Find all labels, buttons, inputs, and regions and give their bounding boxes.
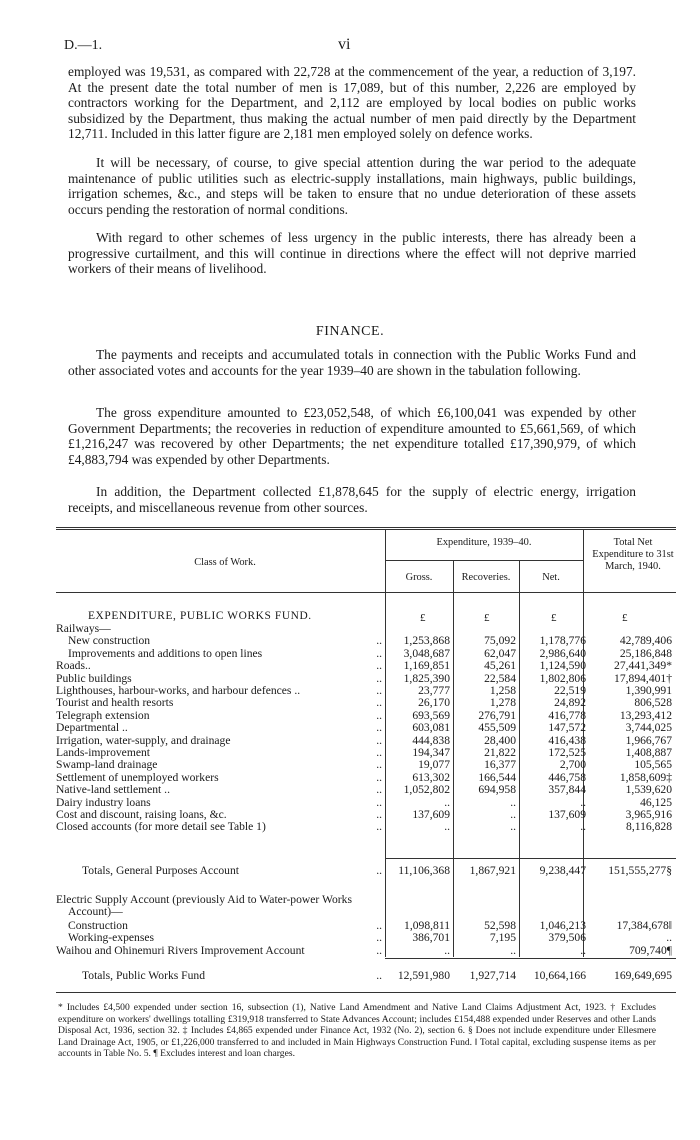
- recoveries-cell: 7,195: [489, 931, 516, 945]
- leader-dots: ..: [376, 770, 382, 784]
- expenditure-header: Expenditure, 1939–40.: [436, 537, 532, 548]
- total-cell: 46,125: [640, 795, 672, 809]
- gross-cell: 3,048,687: [403, 646, 450, 660]
- leader-dots: ..: [376, 721, 382, 735]
- recoveries-cell: 45,261: [484, 659, 516, 673]
- leader-dots: ..: [376, 708, 382, 722]
- paragraph-gross-expenditure: The gross expenditure amounted to £23,052,548, of which £6,100,041 was expended by other Government Departments; the recoveries in reduction of expenditure amounted to £5,661,569, of which £1,216,247 was recovered by other Departments; the net expenditure totalled £17,390,979, of which £4,883,794 was expended by other Departments.: [68, 405, 636, 467]
- leader-dots: ..: [376, 746, 382, 759]
- page-number: vi: [338, 36, 351, 53]
- table-row: [56, 865, 676, 877]
- net-cell: 379,506: [548, 931, 586, 945]
- gross-cell: ..: [444, 820, 450, 834]
- leader-dots: ..: [376, 659, 382, 673]
- total-cell: 806,528: [634, 696, 672, 710]
- net-header: Net.: [542, 572, 560, 583]
- gross-cell: 444,838: [412, 733, 450, 747]
- total-cell: 17,384,678‖: [616, 919, 672, 932]
- row-label: Departmental ..: [56, 721, 128, 735]
- gross-header: Gross.: [405, 572, 433, 583]
- total-cell: 8,116,828: [626, 820, 672, 834]
- total-cell: 151,555,277§: [608, 864, 672, 877]
- class-of-work-header: Class of Work.: [194, 557, 256, 568]
- table-row: [56, 772, 676, 784]
- total-cell: 1,390,991: [625, 684, 672, 697]
- total-cell: 1,539,620: [625, 783, 672, 797]
- net-cell: 147,572: [548, 721, 586, 735]
- table-row: [56, 710, 676, 722]
- gross-cell: 12,591,980: [397, 969, 450, 982]
- table-row: [56, 932, 676, 944]
- table-row: [56, 623, 676, 635]
- row-label: Lighthouses, harbour-works, and harbour defences ..: [56, 684, 301, 697]
- row-label: New construction: [68, 634, 151, 648]
- electric-heading-line1: Electric Supply Account (previously Aid to Water-power Works: [56, 893, 352, 906]
- table-top-rule: [56, 527, 676, 528]
- row-label: Closed accounts (for more detail see Table 1): [56, 820, 266, 834]
- recoveries-cell: 1,258: [489, 684, 516, 697]
- row-label: Totals, General Purposes Account: [82, 864, 239, 877]
- row-label: Lands-improvement: [56, 746, 151, 759]
- row-label: Dairy industry loans: [56, 795, 151, 809]
- net-cell: 172,525: [548, 746, 586, 759]
- gross-cell: 603,081: [412, 721, 450, 735]
- recoveries-cell: 1,927,714: [469, 969, 516, 982]
- recoveries-cell: 1,278: [489, 696, 516, 710]
- gross-cell: 1,169,851: [403, 659, 450, 673]
- recoveries-cell: 28,400: [484, 733, 516, 747]
- recoveries-cell: 166,544: [478, 770, 516, 784]
- net-cell: 1,178,776: [539, 634, 586, 648]
- net-cell: ..: [580, 943, 586, 957]
- net-cell: 137,609: [548, 808, 586, 821]
- leader-dots: ..: [376, 634, 382, 648]
- gross-cell: 26,170: [418, 696, 450, 710]
- recoveries-cell: 455,509: [478, 721, 516, 735]
- total-cell: 1,966,767: [625, 733, 672, 747]
- leader-dots: ..: [376, 783, 382, 797]
- net-cell: 357,844: [548, 783, 586, 797]
- row-label: Tourist and health resorts: [56, 696, 174, 710]
- row-label: Swamp-land drainage: [56, 758, 158, 772]
- table-row: [56, 797, 676, 809]
- total-cell: 27,441,349*: [614, 659, 672, 673]
- table-row: [56, 648, 676, 660]
- table-row: [56, 747, 676, 759]
- net-cell: 416,778: [548, 708, 586, 722]
- currency-recoveries: £: [484, 612, 490, 624]
- currency-net: £: [551, 612, 557, 624]
- paragraph-maintenance: It will be necessary, of course, to give special attention during the war period to the adequate maintenance of public utilities such as electric-supply installations, main highways, public buildings, irrigation schemes, &c., and steps will be taken to ensure that no undue deterioration of these assets occurs pending the restoration of normal conditions.: [68, 155, 636, 217]
- leader-dots: ..: [376, 696, 382, 710]
- leader-dots: ..: [376, 795, 382, 809]
- net-cell: 2,986,640: [539, 646, 586, 660]
- table-row: [56, 673, 676, 685]
- expenditure-subheader-rule: [385, 560, 583, 561]
- finance-heading: FINANCE.: [315, 324, 385, 339]
- gross-cell: 194,347: [412, 746, 450, 759]
- row-label: Cost and discount, raising loans, &c.: [56, 808, 227, 821]
- paragraph-revenue: In addition, the Department collected £1,878,645 for the supply of electric energy, irrigation receipts, and miscellaneous revenue from other sources.: [68, 484, 636, 515]
- gross-cell: 613,302: [412, 770, 450, 784]
- recoveries-cell: ..: [510, 795, 516, 809]
- electric-heading-line2: Account)—: [68, 905, 123, 918]
- table-row: [56, 784, 676, 796]
- total-cell: 13,293,412: [619, 708, 672, 722]
- recoveries-cell: 276,791: [478, 708, 516, 722]
- gross-cell: 23,777: [418, 684, 450, 697]
- gross-cell: 11,106,368: [398, 864, 450, 877]
- total-cell: ..: [666, 931, 672, 945]
- row-label: Improvements and additions to open lines: [68, 646, 263, 660]
- net-cell: 10,664,166: [533, 969, 586, 982]
- recoveries-cell: 21,822: [484, 746, 516, 759]
- leader-dots: ..: [376, 684, 382, 697]
- row-label: Settlement of unemployed workers: [56, 770, 219, 784]
- net-cell: 416,438: [548, 733, 586, 747]
- net-cell: 1,124,590: [539, 659, 586, 673]
- table-row: [56, 660, 676, 672]
- net-cell: 446,758: [548, 770, 586, 784]
- gross-cell: 1,253,868: [403, 634, 450, 648]
- row-label: Roads..: [56, 659, 91, 673]
- document-code: D.—1.: [64, 38, 103, 53]
- recoveries-cell: 22,584: [484, 671, 516, 685]
- row-label: Railways—: [56, 622, 111, 635]
- row-label: Irrigation, water-supply, and drainage: [56, 733, 231, 747]
- leader-dots: ..: [376, 864, 382, 877]
- total-cell: 3,965,916: [625, 808, 672, 821]
- total-cell: 1,858,609‡: [619, 770, 672, 784]
- recoveries-cell: ..: [510, 808, 516, 821]
- table-row: [56, 809, 676, 821]
- net-cell: 22,519: [554, 684, 586, 697]
- electric-account-heading: [56, 894, 676, 906]
- currency-gross: £: [420, 612, 426, 624]
- total-cell: 1,408,887: [625, 746, 672, 759]
- row-label: Working-expenses: [68, 931, 154, 945]
- net-cell: 9,238,447: [539, 864, 586, 877]
- table-row: [56, 821, 676, 833]
- subtotal-rule: [385, 858, 676, 859]
- leader-dots: ..: [376, 820, 382, 834]
- net-cell: ..: [580, 820, 586, 834]
- paragraph-curtailment: With regard to other schemes of less urgency in the public interests, there has already been a progressive curtailment, and this will continue in directions where the effect will not deprive married workers of their means of livelihood.: [68, 230, 636, 277]
- total-cell: 169,649,695: [614, 969, 672, 982]
- net-cell: 24,892: [554, 696, 586, 710]
- recoveries-cell: 62,047: [484, 646, 516, 660]
- footnotes: * Includes £4,500 expended under section 16, subsection (1), Native Land Amendment and Native Land Claims Adjustment Act, 1923. † Excludes expenditure on workers' dwellings totalling £319,918 transferred to State Advances Account; includes £154,488 expended under Reserves and other Lands Disposal Act, 1936, section 32. ‡ Includes £4,865 expended under Finance Act, 1932 (No. 2), section 6. § Does not include expenditure under Ellesmere Land Drainage Act, 1905, or £1,226,000 transferred to and included in Main Highways Construction Fund. ‖ Total capital, excluding suspense items as per accounts in Table No. 5. ¶ Excludes interest and loan charges.: [58, 1002, 656, 1060]
- table-bottom-rule: [56, 992, 676, 993]
- leader-dots: ..: [376, 733, 382, 747]
- table-row: [56, 945, 676, 957]
- total-cell: 42,789,406: [619, 634, 672, 648]
- table-row: [56, 635, 676, 647]
- recoveries-header: Recoveries.: [461, 572, 511, 583]
- gross-cell: 1,052,802: [403, 783, 450, 797]
- table-row: [56, 697, 676, 709]
- gross-cell: 1,825,390: [403, 671, 450, 685]
- leader-dots: ..: [376, 919, 382, 932]
- net-cell: 1,802,806: [539, 671, 586, 685]
- leader-dots: ..: [376, 931, 382, 945]
- section-heading: EXPENDITURE, PUBLIC WORKS FUND.: [88, 610, 312, 622]
- table-row: [56, 970, 676, 982]
- net-cell: 1,046,213: [539, 919, 586, 932]
- recoveries-cell: 1,867,921: [469, 864, 516, 877]
- row-label: Totals, Public Works Fund: [82, 969, 206, 982]
- leader-dots: ..: [376, 671, 382, 685]
- recoveries-cell: 52,598: [484, 919, 516, 932]
- table-row: [56, 759, 676, 771]
- recoveries-cell: 75,092: [484, 634, 516, 648]
- total-cell: 105,565: [634, 758, 672, 772]
- gross-cell: 19,077: [418, 758, 450, 772]
- table-row: [56, 920, 676, 932]
- electric-account-heading-cont: [56, 906, 676, 918]
- recoveries-cell: ..: [510, 820, 516, 834]
- gross-cell: ..: [444, 795, 450, 809]
- leader-dots: ..: [376, 808, 382, 821]
- gross-cell: 1,098,811: [404, 919, 450, 932]
- gross-cell: 386,701: [412, 931, 450, 945]
- leader-dots: ..: [376, 758, 382, 772]
- net-cell: ..: [580, 795, 586, 809]
- leader-dots: ..: [376, 969, 382, 982]
- total-cell: 709,740¶: [629, 943, 672, 957]
- total-cell: 25,186,848: [619, 646, 672, 660]
- recoveries-cell: 16,377: [484, 758, 516, 772]
- leader-dots: ..: [376, 646, 382, 660]
- row-label: Telegraph extension: [56, 708, 150, 722]
- leader-dots: ..: [376, 943, 382, 957]
- paragraph-employment: employed was 19,531, as compared with 22,728 at the commencement of the year, a reduction of 3,197. At the present date the total number of men is 17,089, but of this number, 2,226 are employed by contractors working for the Department, and 2,112 are employed by local bodies on public works subsidized by the Department, thus making the actual number of men paid directly by the Department 12,711. Included in this latter figure are 2,181 men employed solely on defence works.: [68, 64, 636, 142]
- table-row: [56, 735, 676, 747]
- paragraph-tabulation: The payments and receipts and accumulated totals in connection with the Public Works Fund and other associated votes and accounts for the year 1939–40 are shown in the tabulation following.: [68, 347, 636, 378]
- gross-cell: 693,569: [412, 708, 450, 722]
- row-label: Native-land settlement ..: [56, 783, 170, 797]
- row-label: Construction: [68, 919, 128, 932]
- grand-total-rule: [385, 958, 676, 959]
- total-net-header: Total Net Expenditure to 31st March, 1940.: [592, 537, 674, 572]
- table-row: [56, 685, 676, 697]
- gross-cell: ..: [444, 943, 450, 957]
- total-cell: 3,744,025: [625, 721, 672, 735]
- row-label: Public buildings: [56, 671, 132, 685]
- row-label: Waihou and Ohinemuri Rivers Improvement Account: [56, 943, 305, 957]
- net-cell: 2,700: [559, 758, 586, 772]
- recoveries-cell: 694,958: [478, 783, 516, 797]
- recoveries-cell: ..: [510, 943, 516, 957]
- total-cell: 17,894,401†: [614, 671, 672, 685]
- currency-total: £: [622, 612, 628, 624]
- gross-cell: 137,609: [412, 808, 450, 821]
- table-row: [56, 722, 676, 734]
